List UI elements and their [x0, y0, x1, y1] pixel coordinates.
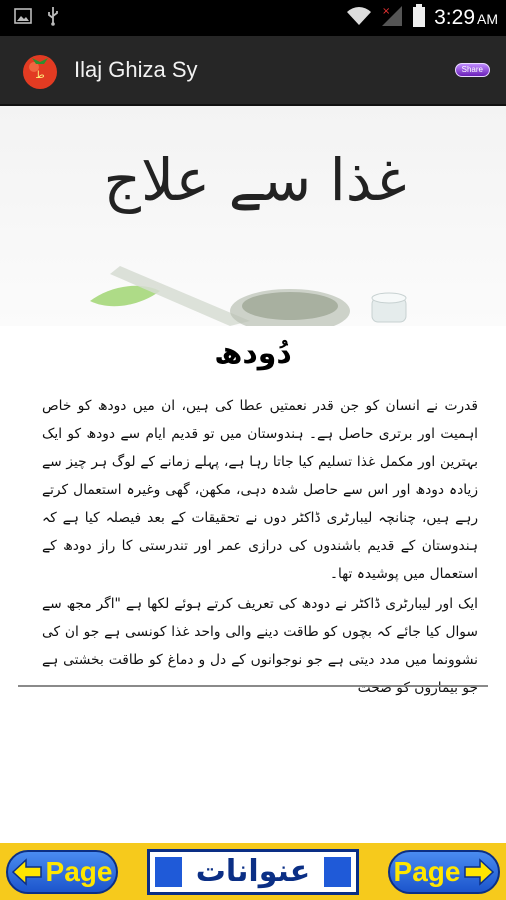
arrow-left-icon: [12, 858, 42, 886]
status-bar: [0, 0, 506, 36]
article-paragraph: قدرت نے انسان کو جن قدر نعمتیں عطا کی ہیں، ان میں دودھ کو خاص اہمیت اور برتری حاصل ہے۔ ہندوستان میں تو قدیم ایام سے دودھ کو ایک بہترین اور مکمل غذا تسلیم کیا جاتا رہا ہے، پہلے زمانے کے لوگ ہر چیز سے زیادہ دودھ اور اس سے حاصل شدہ دہی، مکھن، گھی وغیرہ استعمال کرتے رہے ہیں، چنانچہ لیبارٹری ڈاکٹر دوں نے تحقیقات کے بعد فیصلہ کیا ہے کہ ہندوستان کے قدیم باشندوں کی درازی عمر اور تندرستی کا راز دودھ کے استعمال میں پوشیدہ تھا۔: [42, 398, 478, 582]
share-button[interactable]: Share: [455, 63, 490, 77]
article-paragraph: ایک اور لیبارٹری ڈاکٹر نے دودھ کی تعریف کرتے ہوئے لکھا ہے "اگر مجھ سے سوال کیا جائے کہ بچوں کو طاقت دینے والی واحد غذا کونسی ہے جو ان کی نشوونما میں مدد دیتی ہے جو نوجوانوں کے دل و دماغ کو طاقت بخشتی ہے جو بیماروں کو صحت: [42, 596, 478, 696]
next-page-label: Page: [393, 855, 461, 887]
arrow-right-icon: [464, 858, 494, 886]
article-body: [42, 392, 478, 704]
article: [0, 326, 506, 746]
banner-image: [0, 106, 506, 326]
banner-title: غذا سے علاج: [103, 146, 407, 214]
index-label: عنوانات: [182, 856, 325, 888]
action-bar: [0, 36, 506, 106]
svg-text:ط: ط: [35, 70, 45, 81]
app-logo-icon[interactable]: [20, 50, 60, 90]
index-button[interactable]: [147, 849, 359, 895]
battery-icon: [412, 4, 426, 32]
next-page-button[interactable]: [388, 850, 500, 894]
article-heading: دُودھ: [214, 336, 292, 371]
bottom-nav: [0, 843, 506, 900]
usb-icon: [46, 6, 60, 30]
prev-page-button[interactable]: [6, 850, 118, 894]
herbs-illustration-icon: [0, 106, 506, 326]
app-title: Ilaj Ghiza Sy: [74, 57, 198, 82]
status-time: 3:29 AM: [434, 6, 498, 29]
content-area: [0, 106, 506, 843]
wifi-icon: [346, 6, 372, 30]
divider: [18, 685, 488, 687]
image-icon: [14, 8, 32, 28]
prev-page-label: Page: [45, 855, 113, 887]
svg-text:×: ×: [382, 6, 391, 17]
signal-icon: [380, 5, 404, 31]
